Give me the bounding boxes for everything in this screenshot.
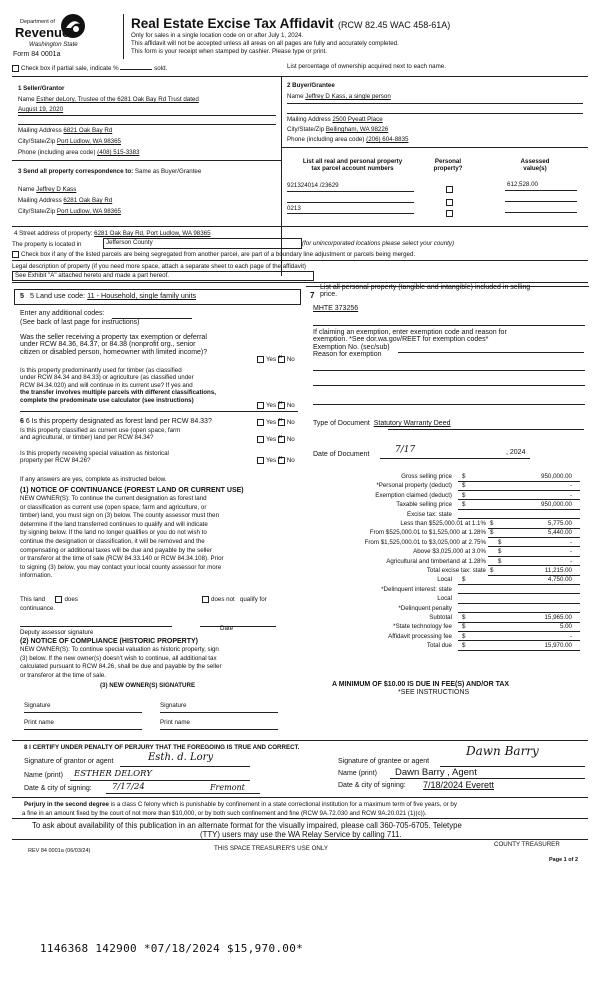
buyer-phone-row: Phone (including area code) (206) 604-8835 — [287, 136, 409, 143]
text-line: compensating or additional taxes will be due and payable by the seller — [20, 546, 212, 554]
tax-label-subtotal-label: Subtotal — [429, 614, 452, 621]
cashier-stamp: 1146368 142900 *07/18/2024 $15,970.00* — [40, 942, 304, 955]
grantor-signature: Esth. d. Lory — [148, 752, 214, 763]
tax-value-subtotal[interactable]: 15,965.00 — [544, 614, 572, 621]
assessed-1: 612,528.00 — [507, 181, 538, 188]
county-select[interactable]: Jefferson County — [103, 238, 302, 249]
tax-label-t4-label: Above $3,025,000 at 3.0% — [413, 548, 486, 556]
personal-property-text: List all personal property (tangible and intangible) included in selling price. — [320, 284, 531, 299]
tax-value-t3[interactable]: - — [569, 538, 572, 546]
grantor-date-label: Date & city of signing: — [24, 785, 92, 792]
seller-phone-row: Phone (including area code) (408) 515-3383 — [18, 149, 140, 156]
header-note-1: Only for sales in a single location code on or after July 1, 2024. — [131, 32, 304, 39]
certify-statement: 8 I CERTIFY UNDER PENALTY OF PERJURY THAT THE FOREGOING IS TRUE AND CORRECT. — [24, 744, 300, 751]
additional-codes-label: Enter any additional codes: — [20, 310, 105, 317]
timber-question: Is this property predominantly used for timber (as classified under RCW 84.34 and 84.33) or agriculture (as classified under RCW 84.34.020) and will continue in its current use? If yes and the transfer involves multiple parcels with different classifications, complete the predominate use calculator (see instructions) — [20, 367, 216, 404]
tax-label-t1-label: Less than $525,000.01 at 1.1% — [400, 520, 486, 527]
see-back-note: (See back of last page for instructions) — [20, 319, 140, 326]
corr-mail-row: Mailing Address 6281 Oak Bay Rd — [18, 197, 113, 204]
tax-value-t2[interactable]: 5,440.00 — [547, 529, 572, 537]
seller-mail-row: Mailing Address 6821 Oak Bay Rd — [18, 127, 113, 134]
tax-label-t5-label: Agricultural and timberland at 1.28% — [386, 557, 486, 565]
tax-value-taxable[interactable]: 950,000.00 — [541, 501, 572, 509]
see-instructions: *SEE INSTRUCTIONS — [398, 689, 470, 696]
dollar-sign: $ — [462, 614, 466, 621]
tax-label-penalty-label: *Delinquent penalty — [398, 604, 452, 612]
legal-label: Legal description of property (if you need more space, attach a separate sheet to each page of the affidavit) — [12, 263, 306, 270]
continuance-word: continuance. — [20, 605, 56, 612]
alt-format-line-2: (TTY) users may use the WA Relay Service by calling 711. — [200, 830, 402, 839]
assessed-col-header: Assessed value(s) — [520, 158, 550, 172]
location-row: The property is located in — [12, 241, 82, 248]
correspondence-heading: 3 Send all property correspondence to: Same as Buyer/Grantee — [18, 168, 202, 175]
dept-revenue: Revenue — [15, 25, 70, 40]
historic-question: Is this property receiving special valuation as historical property per RCW 84.26? — [20, 450, 169, 465]
buyer-city-row: City/State/Zip Bellingham, WA 98226 — [287, 126, 389, 133]
tax-label-t2-label: From $525,000.01 to $1,525,000 at 1.28% — [369, 529, 486, 537]
doc-type-row: Type of Document Statutory Warranty Deed — [313, 420, 451, 427]
buyer-mail-row: Mailing Address 2500 Pyeatt Place — [287, 116, 383, 123]
location-note: (for unincorporated locations please select your county) — [302, 240, 455, 247]
tax-label-excise-state: Excise tax: state — [406, 510, 452, 518]
partial-sale[interactable]: Check box if partial sale, indicate % sold. — [12, 65, 167, 72]
parcel-3: 0213 — [287, 205, 301, 212]
dollar-sign: $ — [462, 501, 466, 509]
text-line: determine if the land transferred continues to qualify and will indicate — [20, 520, 208, 528]
parcel-col-header: List all real and personal property tax parcel account numbers — [302, 158, 403, 172]
exemption-question: Was the seller receiving a property tax exemption or deferral under RCW 84.36, 84.37, or 84.38 (nonprofit org., senior citizen or disabled person, homeowner with limited income)? — [20, 334, 208, 356]
tax-value-local[interactable]: 4,750.00 — [547, 576, 572, 584]
doc-date-label: Date of Document — [313, 451, 370, 458]
alt-format-line-1: To ask about availability of this publication in an alternate format for the visually impaired, please call 360-705-6705. Teletype — [32, 821, 462, 830]
text-line: calculated pursuant to RCW 84.26, shall be due and payable by the seller — [20, 663, 222, 671]
grantee-name-label: Name (print) — [338, 770, 377, 777]
treasurer-only: THIS SPACE TREASURER'S USE ONLY — [214, 845, 328, 852]
tax-value-t1[interactable]: 5,775.00 — [547, 520, 572, 527]
text-line: NEW OWNER(S): To continue special valuation as historic property, sign — [20, 646, 219, 653]
tax-value-t5[interactable]: - — [569, 557, 572, 565]
text-line: to signing (3) below, you may contact your local county assessor for more — [20, 563, 222, 571]
form-title: Real Estate Excise Tax Affidavit (RCW 82.45 WAC 458-61A) — [131, 16, 451, 31]
dollar-sign: $ — [490, 529, 494, 537]
current-use-question: Is this property classified as current use (open space, farm and agricultural, or timber) land per RCW 84.34? — [20, 427, 181, 442]
revision-label: REV 84 0001a (06/03/24) — [28, 848, 91, 854]
text-line: information. — [20, 572, 53, 580]
text-line: by signing below. If the land no longer qualifies or you do not wish to — [20, 529, 207, 537]
text-line: or transferor at the time of sale. — [20, 671, 106, 679]
grantor-date: 7/17/24 — [112, 782, 145, 792]
dollar-sign: $ — [498, 538, 502, 546]
qualify-row[interactable]: This land does — [20, 596, 78, 604]
continuance-text — [20, 495, 305, 581]
dollar-sign: $ — [462, 642, 466, 650]
grantor-city: Fremont — [210, 783, 245, 792]
owner-sig-label-2: Signature — [160, 702, 187, 709]
tax-value-gross[interactable]: 950,000.00 — [541, 473, 572, 480]
tax-label-exempt-label: Exemption claimed (deduct) — [375, 491, 452, 499]
qualify-row-2[interactable]: does not qualify for — [202, 596, 267, 603]
county-treasurer: COUNTY TREASURER — [494, 841, 560, 848]
segregation-row[interactable]: Check box if any of the listed parcels are being segregated from another parcel, are part of a boundary line adjustment or parcels being merged. — [12, 251, 415, 258]
dollar-sign: $ — [462, 623, 466, 631]
compliance-heading: (2) NOTICE OF COMPLIANCE (HISTORIC PROPERTY) — [20, 638, 198, 645]
corr-city-row: City/State/Zip Port Ludlow, WA 98365 — [18, 208, 121, 215]
grantor-sig-label: Signature of grantor or agent — [24, 758, 114, 765]
tax-label-t3-label: From $1,525,000.01 to $3,025,000 at 2.75% — [364, 538, 486, 546]
list-percentage: List percentage of ownership acquired next to each name. — [287, 63, 446, 70]
perjury-line-1: Perjury in the second degree is a class C felony which is punishable by confinement in a state correctional institution for a maximum term of five years, or by — [24, 801, 457, 808]
grantor-name-label: Name (print) — [24, 772, 63, 779]
form-number: Form 84 0001a — [13, 51, 61, 58]
minimum-notice: A MINIMUM OF $10.00 IS DUE IN FEE(S) AND/OR TAX — [332, 681, 510, 688]
owner-sig-label-1: Signature — [24, 702, 51, 709]
land-use-row: 5 5 Land use code: 11 - Household, single family units — [20, 291, 197, 300]
dept-line1: Department of — [20, 19, 55, 25]
dollar-sign: $ — [498, 557, 502, 565]
dollar-sign: $ — [462, 491, 466, 499]
dollar-sign: $ — [462, 473, 466, 480]
dollar-sign: $ — [498, 548, 502, 556]
personal-property-value: MHTE 373256 — [313, 305, 359, 312]
tax-value-totaldue[interactable]: 15,970.00 — [544, 642, 572, 650]
owner-signature-heading: (3) NEW OWNER(S) SIGNATURE — [100, 682, 196, 689]
doc-year: , 2024 — [506, 449, 526, 456]
corr-name-row: Name Jeffrey D Kass — [18, 186, 77, 193]
grantee-sig-label: Signature of grantee or agent — [338, 758, 430, 765]
q2-yes-no[interactable]: Yes × No — [257, 402, 295, 409]
dollar-sign: $ — [462, 632, 466, 640]
dollar-sign: $ — [490, 520, 494, 527]
q4-yes-no[interactable]: Yes × No — [257, 436, 295, 443]
forest-question: 6 6 Is this property designated as forest land per RCW 84.33? — [20, 418, 212, 425]
personal-cb-3[interactable] — [446, 205, 455, 223]
text-line: NEW OWNER(S): To continue the current designation as forest land — [20, 495, 207, 502]
q1-yes-no[interactable]: Yes × No — [257, 356, 295, 363]
seller-city-row: City/State/Zip Port Ludlow, WA 98365 — [18, 138, 121, 145]
tax-label-affidavit-label: Affidavit processing fee — [388, 632, 452, 640]
deputy-signature-label: Deputy assessor signature — [20, 629, 94, 636]
text-line: or transferor at the time of sale (RCW 84.33.140 or RCW 84.34.108). Prior — [20, 555, 224, 563]
text-line: (3) below. If the new owner(s) doesn't wish to continue, all additional tax — [20, 654, 217, 662]
text-line: timber) land, you must sign on (3) below. The county assessor must then — [20, 512, 220, 520]
tax-label-delinq-label: *Delinquent interest: state — [381, 585, 452, 593]
grantor-name: ESTHER DELORY — [74, 769, 152, 779]
text-line: or classification as current use (open space, farm and agriculture, or — [20, 503, 207, 511]
tax-value-total-state[interactable]: 11,215.00 — [544, 567, 572, 574]
seller-heading: 1 Seller/Grantor — [18, 85, 65, 92]
page-number: Page 1 of 2 — [549, 857, 579, 863]
deputy-date-label: Date — [220, 625, 234, 632]
dollar-sign: $ — [462, 482, 466, 490]
personal-col-header: Personal property? — [433, 158, 463, 172]
owner-print-label-1: Print name — [24, 719, 54, 726]
tax-label-personal-label: *Personal property (deduct) — [376, 482, 452, 490]
dollar-sign: $ — [490, 567, 494, 574]
tax-label-totaldue-label: Total due — [426, 642, 452, 650]
exemption-claim-text: If claiming an exemption, enter exemption code and reason for exemption. *See dor.wa.gov/REET for exemption codes* Exemption No. (sec/sub) Reason for exemption — [313, 329, 507, 359]
tax-label-local-label: Local — [437, 576, 452, 584]
dollar-sign: $ — [462, 576, 466, 584]
compliance-text — [20, 646, 310, 680]
owner-print-label-2: Print name — [160, 719, 190, 726]
continuance-heading: (1) NOTICE OF CONTINUANCE (FOREST LAND OR CURRENT USE) — [20, 487, 244, 494]
parcel-1: 921324014 /23629 — [287, 182, 339, 189]
buyer-heading: 2 Buyer/Grantee — [287, 82, 335, 89]
grantee-date-label: Date & city of signing: — [338, 782, 406, 789]
dept-state: Washington State — [29, 41, 78, 48]
header-note-3: This form is your receipt when stamped by cashier. Please type or print. — [131, 48, 328, 55]
street-row: 4 Street address of property: 6281 Oak Bay Rd, Port Ludlow, WA 98365 — [14, 230, 211, 237]
buyer-name-row: Name Jeffrey D Kass, a single person — [287, 93, 391, 100]
tax-value-personal[interactable]: - — [569, 482, 572, 490]
grantee-signature: Dawn Barry — [466, 744, 539, 758]
section-7-number: 7 — [310, 291, 315, 300]
tax-label-total-state-label: Total excise tax: state — [426, 567, 486, 574]
doc-date: 7/17 — [395, 445, 416, 455]
yes-instruction: If any answers are yes, complete as instructed below. — [20, 476, 167, 483]
tax-label-techfee-label: *State technology fee — [393, 623, 452, 631]
grantee-name: Dawn Barry , Agent — [395, 767, 477, 778]
tax-label-gross-label: Gross selling price — [401, 473, 452, 480]
tax-value-techfee[interactable]: 5.00 — [559, 623, 572, 631]
seller-name-row: Name Esther deLory, Trustee of the 6281 Oak Bay Rd Trust dated — [18, 96, 199, 103]
tax-label-taxable-label: Taxable selling price — [396, 501, 452, 509]
tax-value-t4[interactable]: - — [569, 548, 572, 556]
grantee-date-city: 7/18/2024 Everett — [423, 780, 495, 790]
tax-value-exempt[interactable]: - — [569, 491, 572, 499]
legal-description[interactable]: See Exhibit "A" attached hereto and made a part hereof. — [12, 271, 314, 281]
header-note-2: This affidavit will not be accepted unless all areas on all pages are fully and accurately completed. — [131, 40, 399, 47]
q3-yes-no[interactable]: Yes × No — [257, 419, 295, 426]
perjury-line-2: a fine in an amount fixed by the court of not more than $10,000, or by both such confinement and fine (RCW 9A.72.030 and RCW 9A.20.021 (1)(c)). — [22, 810, 427, 817]
text-line: continue the designation or classification, it will be removed and the — [20, 537, 205, 545]
tax-value-affidavit[interactable]: - — [569, 632, 572, 640]
q5-yes-no[interactable]: Yes × No — [257, 457, 295, 464]
seller-name-line2: August 19, 2020 — [18, 106, 64, 113]
tax-label-delinq-local: Local — [437, 595, 452, 603]
